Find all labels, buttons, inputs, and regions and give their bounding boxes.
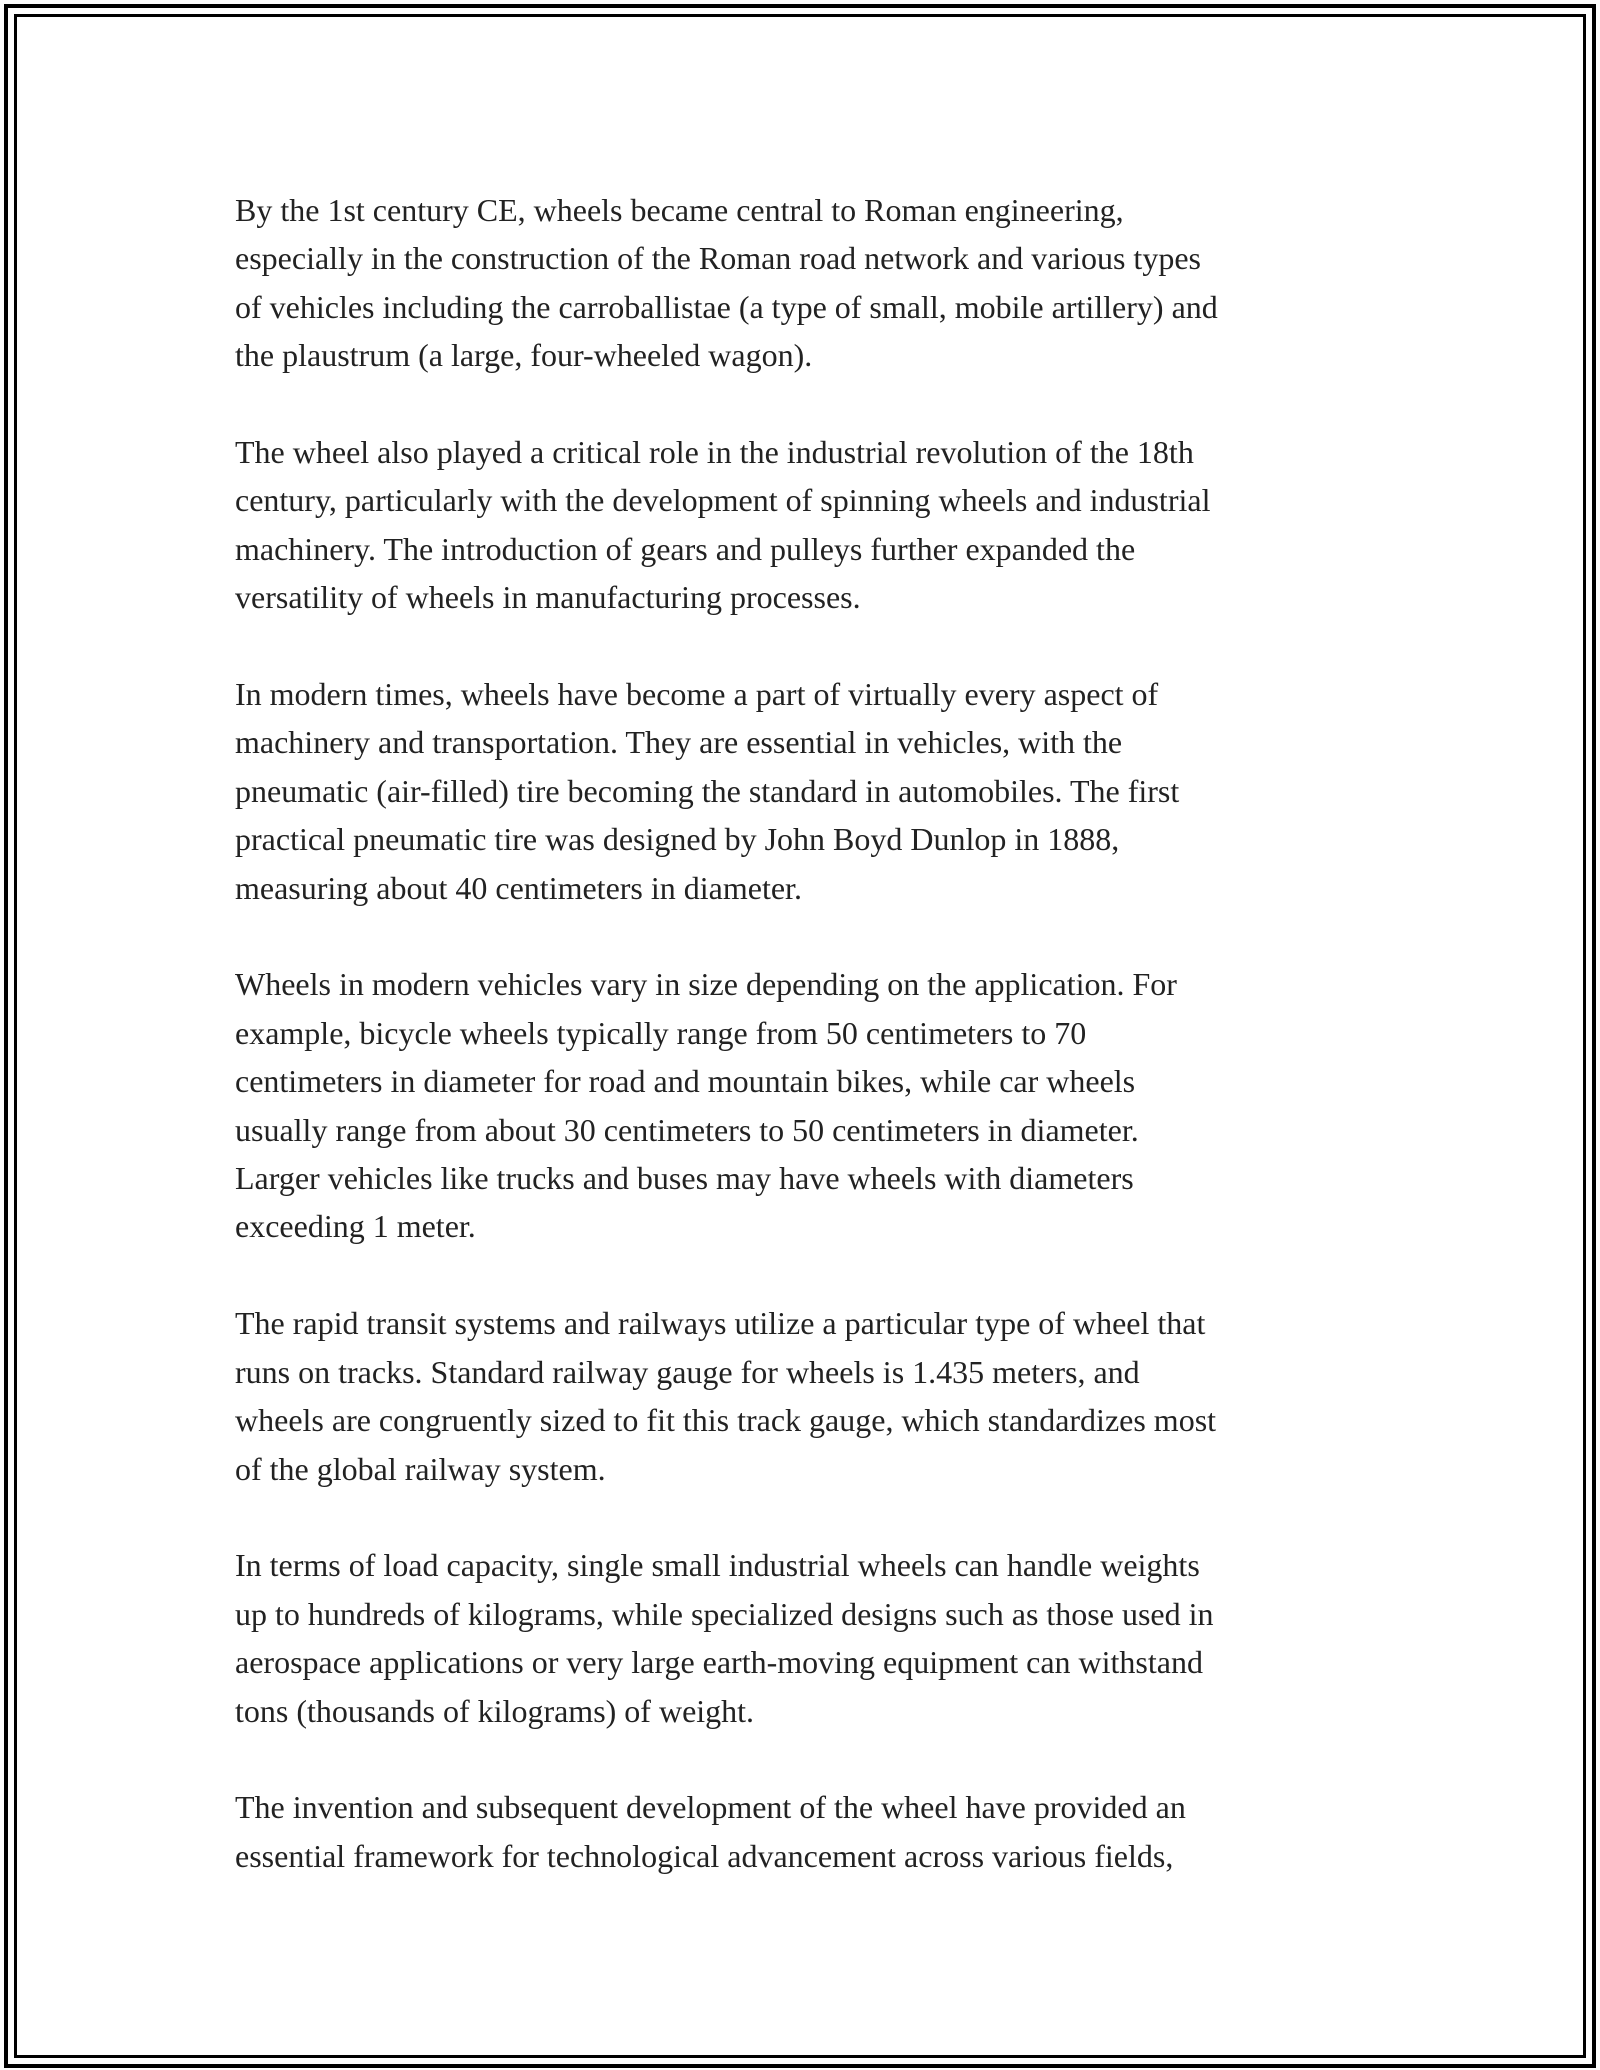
paragraph-railways: The rapid transit systems and railways utilize a particular type of wheel that runs on tracks. Standard railway gauge for wheels is 1.435 meters, and wheels are congruently sized to fit this track gauge, which standardizes most of the global railway system. — [235, 1305, 1217, 1487]
paragraph-industrial-revolution: The wheel also played a critical role in the industrial revolution of the 18th century, particularly with the development of spinning wheels and industrial machinery. The introduction of gears and pulleys further expanded the versatility of wheels in manufacturing processes. — [235, 434, 1211, 616]
paragraph-load-capacity: In terms of load capacity, single small industrial wheels can handle weights up to hundreds of kilograms, while specialized designs such as those used in aerospace applications or very large earth-moving equipment can withstand tons (thousands of kilograms) of weight. — [235, 1547, 1214, 1729]
paragraph-modern-times: In modern times, wheels have become a part of virtually every aspect of machinery and transportation. They are essential in vehicles, with the pneumatic (air-filled) tire becoming the standard in automobiles. The first practical pneumatic tire was designed by John Boyd Dunlop in 1888, measuring about 40 centimeters in diameter. — [235, 676, 1180, 906]
paragraph-roman-engineering: By the 1st century CE, wheels became central to Roman engineering, especially in the construction of the Roman road network and various types of vehicles including the carroballistae (a type of small, mobile artillery) and the plaustrum (a large, four-wheeled wagon). — [235, 192, 1218, 374]
document-body — [235, 186, 1375, 1929]
paragraph-invention-development: The invention and subsequent development of the wheel have provided an essential framework for technological advancement across various fields, — [235, 1789, 1186, 1874]
paragraph-wheel-sizes: Wheels in modern vehicles vary in size depending on the application. For example, bicycle wheels typically range from 50 centimeters to 70 centimeters in diameter for road and mountain bikes, while car wheels usually range from about 30 centimeters to 50 centimeters in diameter. Larger vehicles like trucks and buses may have wheels with diameters exceeding 1 meter. — [235, 966, 1177, 1245]
